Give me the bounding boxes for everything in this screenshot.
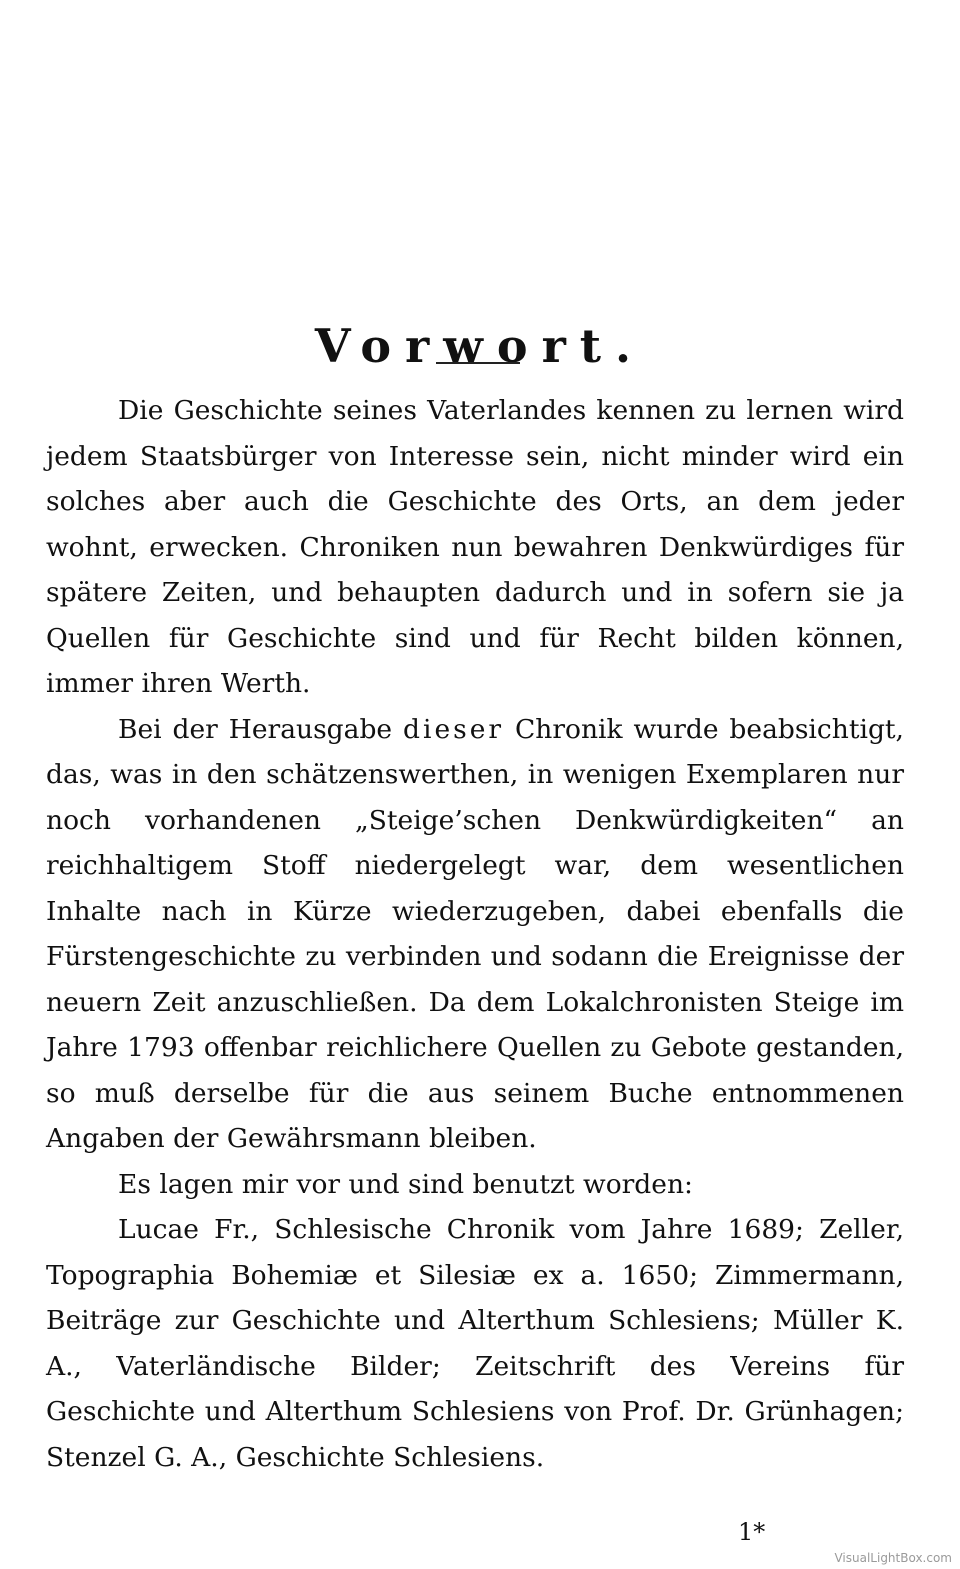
page-title: Vorwort. (314, 318, 646, 373)
watermark: VisualLightBox.com (834, 1551, 952, 1565)
paragraph-4: Lucae Fr., Schlesische Chronik vom Jahre 1689; Zeller, Topographia Bohemiæ et Silesiæ ex a. 1650; Zimmermann, Beiträge zur Geschichte und Alterthum Schlesiens; Müller K. A., Vaterländische Bilder; Zeitschrift des Vereins für Geschichte und Alterthum Schlesiens von Prof. Dr. Grünhagen; Stenzel G. A., Geschichte Schlesiens. (46, 1214, 904, 1473)
body-text (46, 388, 904, 1480)
title-rule (436, 362, 520, 364)
page-number: 1* (738, 1518, 766, 1546)
paragraph-2-emphasis: dieser (403, 713, 505, 745)
paragraph-2 (46, 707, 904, 1162)
paragraph-2-rest: Chronik wurde beabsichtigt, das, was in den schätzenswerthen, in wenigen Exemplaren nur noch vorhandenen „Steige’schen Denkwürdigkeiten“ an reichhaltigem Stoff niedergelegt war, dem wesentlichen Inhalte nach in Kürze wiederzugeben, dabei ebenfalls die Fürstengeschichte zu verbinden und sodann die Ereignisse der neuern Zeit anzuschließen. Da dem Lokalchronisten Steige im Jahre 1793 offenbar reichlichere Quellen zu Gebote gestanden, so muß derselbe für die aus seinem Buche entnommenen Angaben der Gewährsmann bleiben. (46, 713, 904, 1154)
paragraph-1: Die Geschichte seines Vaterlandes kennen zu lernen wird jedem Staatsbürger von Interesse sein, nicht minder wird ein solches aber auch die Geschichte des Orts, an dem jeder wohnt, erwecken. Chroniken nun bewahren Denkwürdiges für spätere Zeiten, und behaupten dadurch und in sofern sie ja Quellen für Geschichte sind und für Recht bilden können, immer ihren Werth. (46, 395, 904, 699)
paragraph-3: Es lagen mir vor und sind benutzt worden: (118, 1168, 693, 1200)
paragraph-2-start: Bei der Herausgabe (118, 713, 403, 745)
